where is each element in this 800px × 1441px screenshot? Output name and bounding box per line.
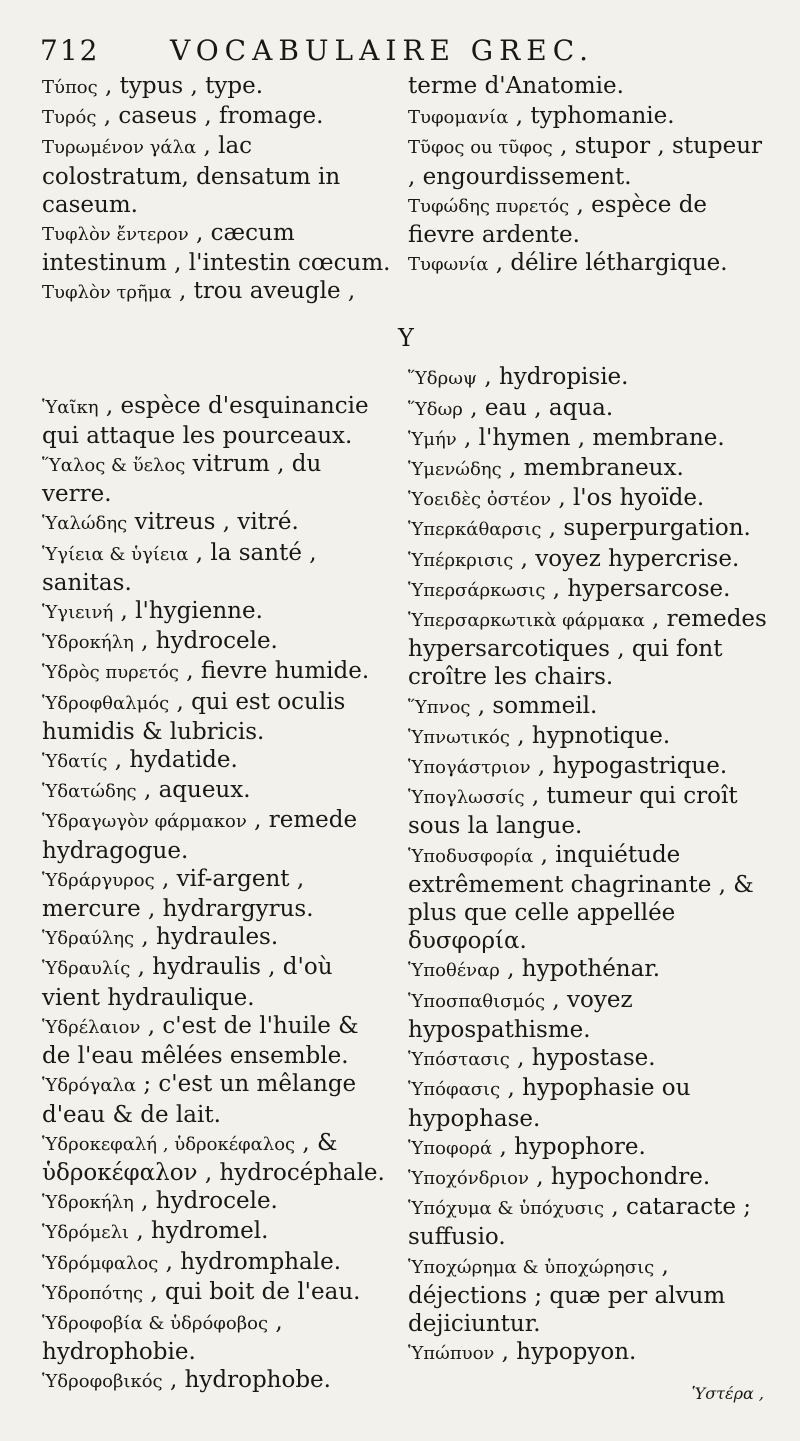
greek-headword: Ὑδραγωγὸν φάρμακον: [42, 811, 247, 833]
greek-headword: Τυφωνία: [408, 254, 489, 276]
greek-headword: Ὑδρόμφαλος: [42, 1252, 159, 1274]
dictionary-entry: [408, 1133, 773, 1163]
dictionary-entry: [408, 1044, 773, 1074]
greek-headword: Ὑπόφασις: [408, 1079, 501, 1101]
greek-headword: Ὑποφορά: [408, 1137, 493, 1159]
entry-definition: , lac colostratum, densatum in caseum.: [42, 133, 341, 218]
right-column: [408, 72, 773, 1368]
greek-headword: Ὑδραύλης: [42, 928, 135, 950]
dictionary-entry: [408, 692, 773, 722]
entry-definition: , hydatide.: [107, 747, 238, 774]
left-top-entries: [42, 72, 392, 308]
dictionary-entry: [408, 1338, 773, 1368]
entry-definition: , qui boit de l'eau.: [143, 1278, 361, 1305]
entry-definition: , hypnotique.: [509, 722, 671, 749]
greek-headword: Ὑπερκάθαρσις: [408, 519, 542, 541]
dictionary-entry: [42, 450, 392, 508]
dictionary-entry: [408, 841, 773, 956]
right-bottom-entries: [408, 363, 773, 1368]
greek-headword: Ὑπογάστριον: [408, 757, 531, 779]
entry-definition: , espèce d'esquinancie qui attaque les pourceaux.: [42, 392, 369, 449]
entry-definition: , cæcum intestinum , l'intestin cœcum.: [42, 220, 391, 277]
page-header: [40, 34, 770, 74]
dictionary-entry: [408, 249, 773, 279]
catchword: Ὑστέρα ,: [691, 1384, 764, 1403]
entry-definition: , hydrocele.: [133, 628, 278, 655]
entry-definition: , sommeil.: [470, 692, 598, 719]
dictionary-entry: [408, 986, 773, 1044]
dictionary-entry: [42, 1129, 392, 1187]
dictionary-entry: [42, 806, 392, 864]
entry-definition: , hypothénar.: [499, 956, 661, 983]
greek-headword: Ὑποσπαθισμός: [408, 990, 546, 1012]
greek-headword: Ὑαῖκη: [42, 396, 99, 418]
greek-headword: Ὑδατίς: [42, 751, 108, 773]
entry-definition: , hypostase.: [509, 1045, 656, 1072]
greek-headword: Ὑπογλωσσίς: [408, 787, 525, 809]
entry-definition: , membraneux.: [501, 455, 684, 482]
dictionary-entry: [408, 102, 773, 132]
dictionary-entry: [42, 72, 392, 102]
dictionary-entry: [42, 923, 392, 953]
right-top-entries: [408, 72, 773, 279]
greek-headword: Ὑδρέλαιον: [42, 1016, 141, 1038]
entry-definition: , cataracte ; suffusio.: [408, 1194, 752, 1251]
greek-headword: Τύπος: [42, 77, 98, 98]
dictionary-entry: [42, 1248, 392, 1278]
greek-headword: Τυφώδης πυρετός: [408, 195, 570, 217]
greek-headword: Ὑγίεια & ὑγίεια: [42, 543, 189, 565]
dictionary-entry: [408, 1163, 773, 1193]
entry-definition: , fievre humide.: [178, 658, 370, 685]
entry-definition: vitreus , vitré.: [127, 509, 299, 536]
entry-definition: , l'hygienne.: [113, 598, 263, 625]
entry-definition: , hypopyon.: [494, 1339, 637, 1366]
dictionary-entry: [408, 782, 773, 840]
entry-definition: , remede hydragogue.: [42, 807, 358, 864]
dictionary-entry: [408, 955, 773, 985]
greek-headword: Ὑδροκεφαλή , ὑδροκέφαλος: [42, 1133, 296, 1155]
dictionary-entry: [408, 1074, 773, 1132]
greek-headword: Ὑδραυλίς: [42, 958, 131, 980]
entry-definition: , superpurgation.: [541, 515, 751, 542]
page-number: 712: [40, 34, 100, 67]
entry-definition: , hypochondre.: [528, 1163, 711, 1190]
dictionary-entry: [408, 484, 773, 514]
entry-definition: , qui est oculis humidis & lubricis.: [42, 688, 346, 745]
greek-headword: Ὑπόστασις: [408, 1049, 510, 1071]
greek-headword: Τυρωμένον γάλα: [42, 137, 197, 159]
entry-definition: , hydromphale.: [158, 1248, 342, 1275]
dictionary-entry: [42, 277, 392, 307]
dictionary-entry: [408, 1193, 773, 1251]
dictionary-entry: [408, 1252, 773, 1339]
dictionary-entry: [408, 454, 773, 484]
entry-definition: , hydraulis , d'où vient hydraulique.: [42, 954, 333, 1011]
dictionary-entry: [42, 132, 392, 219]
entry-definition: , hypersarcose.: [545, 575, 731, 602]
entry-definition: , hydromel.: [129, 1218, 269, 1245]
dictionary-entry: [408, 191, 773, 249]
entry-definition: vitrum , du verre.: [42, 451, 322, 508]
greek-headword: Ὑδροφοβία & ὑδρόφοβος: [42, 1312, 269, 1334]
entry-definition: , typus , type.: [97, 73, 264, 99]
greek-headword: Ὑπερσάρκωσις: [408, 579, 546, 601]
dictionary-entry: [42, 1217, 392, 1247]
dictionary-entry: [408, 722, 773, 752]
greek-headword: Τυρός: [42, 107, 97, 129]
greek-headword: Ὑποχόνδριον: [408, 1167, 529, 1189]
greek-headword: Ὑοειδὲς ὀστέον: [408, 489, 552, 511]
greek-headword: Ὑποχώρημα & ὑποχώρησις: [408, 1256, 655, 1278]
greek-headword: Ὑδροπότης: [42, 1282, 144, 1304]
entry-definition: , inquiétude extrêmement chagrinante , & plus que celle appellée δυσφορία.: [408, 841, 754, 955]
dictionary-entry: [42, 627, 392, 657]
dictionary-entry: [408, 605, 773, 692]
entry-definition: ; c'est un mêlange d'eau & de lait.: [42, 1071, 357, 1128]
dictionary-entry: [42, 657, 392, 687]
entry-definition: , eau , aqua.: [462, 394, 614, 421]
entry-definition: , stupor , stupeur , engourdissement.: [408, 133, 763, 190]
entry-definition: , hypophasie ou hypophase.: [408, 1075, 691, 1132]
greek-headword: Ὑπόχυμα & ὑπόχυσις: [408, 1198, 605, 1220]
greek-headword: Ὑδρόμελι: [42, 1222, 130, 1244]
greek-headword: Ὑδροφοβικός: [42, 1371, 163, 1393]
greek-headword: Ὑδρόγαλα: [42, 1075, 137, 1097]
dictionary-entry: [408, 514, 773, 544]
greek-headword: Ὑγιεινή: [42, 602, 114, 624]
entry-definition: , aqueux.: [136, 777, 251, 804]
dictionary-entry: [408, 72, 773, 102]
entry-definition: , hydrophobe.: [162, 1367, 331, 1394]
dictionary-entry: [408, 545, 773, 575]
dictionary-entry: [42, 688, 392, 746]
greek-headword: Τῦφος ou τῦφος: [408, 137, 553, 159]
greek-headword: Ὑδράργυρος: [42, 869, 155, 891]
entry-definition: , hypophore.: [492, 1133, 646, 1160]
dictionary-entry: [42, 1012, 392, 1070]
entry-definition: , typhomanie.: [508, 103, 675, 130]
greek-headword: Ὑπώπυον: [408, 1343, 495, 1365]
greek-headword: Ὑποδυσφορία: [408, 845, 534, 867]
greek-headword: Ὑδατώδης: [42, 781, 137, 803]
greek-headword: Ὑποθέναρ: [408, 960, 500, 982]
greek-headword: Ὕδρωψ: [408, 368, 478, 390]
section-letter: Υ: [398, 324, 414, 352]
entry-definition: , hydrophobie.: [42, 1308, 283, 1366]
dictionary-entry: [42, 392, 392, 450]
running-title: VOCABULAIRE GREC.: [170, 34, 595, 67]
entry-definition: , hydraules.: [134, 924, 279, 951]
entry-definition: , délire léthargique.: [488, 250, 728, 277]
entry-definition: , la santé , sanitas.: [42, 539, 317, 596]
entry-definition: , & ὑδροκέφαλον , hydrocéphale.: [42, 1129, 385, 1186]
entry-definition: , hydropisie.: [477, 364, 629, 391]
dictionary-entry: [408, 132, 773, 190]
entry-definition: , vif-argent , mercure , hydrargyrus.: [42, 865, 314, 923]
greek-headword: Ὕδωρ: [408, 398, 463, 420]
dictionary-entry: [408, 394, 773, 424]
entry-definition: , remedes hypersarcotiques , qui font croître les chairs.: [408, 606, 767, 691]
entry-definition: , l'hymen , membrane.: [456, 424, 725, 451]
dictionary-entry: [42, 597, 392, 627]
dictionary-entry: [408, 752, 773, 782]
entry-definition: , espèce de fievre ardente.: [408, 191, 708, 249]
entry-definition: , hypogastrique.: [530, 753, 728, 780]
greek-headword: Τυφομανία: [408, 107, 509, 129]
dictionary-entry: [42, 1308, 392, 1366]
greek-headword: Ὕπνος: [408, 696, 471, 718]
dictionary-entry: [408, 424, 773, 454]
greek-headword: Ὑδρὸς πυρετός: [42, 662, 179, 684]
greek-headword: Ὑδροκήλη: [42, 632, 134, 654]
greek-headword: Ὑδροκήλη: [42, 1192, 134, 1214]
dictionary-entry: [42, 1278, 392, 1308]
greek-headword: Ὑδροφθαλμός: [42, 692, 170, 714]
dictionary-entry: [42, 219, 392, 277]
entry-definition: , voyez hypospathisme.: [408, 986, 633, 1043]
dictionary-entry: [42, 776, 392, 806]
dictionary-entry: [42, 953, 392, 1011]
dictionary-entry: [42, 865, 392, 923]
dictionary-entry: [42, 508, 392, 538]
greek-headword: Ὑαλώδης: [42, 513, 128, 535]
dictionary-entry: [42, 1070, 392, 1128]
dictionary-entry: [42, 746, 392, 776]
greek-headword: Τυφλὸν τρῆμα: [42, 282, 172, 304]
dictionary-entry: [42, 102, 392, 132]
greek-headword: Ὑπνωτικός: [408, 726, 510, 748]
greek-headword: Ὕαλος & ὕελος: [42, 455, 186, 477]
dictionary-entry: [42, 1366, 392, 1396]
greek-headword: Ὑμενώδης: [408, 459, 502, 481]
greek-headword: Ὑπέρκρισις: [408, 549, 514, 571]
dictionary-entry: [42, 1187, 392, 1217]
entry-definition: , caseus , fromage.: [96, 103, 324, 130]
dictionary-entry: [408, 575, 773, 605]
entry-definition: , voyez hypercrise.: [513, 545, 740, 572]
left-bottom-entries: [42, 392, 392, 1397]
left-column: [42, 72, 392, 1397]
entry-definition: , tumeur qui croît sous la langue.: [408, 783, 738, 840]
greek-headword: Τυφλὸν ἔντερον: [42, 224, 189, 246]
entry-definition: , l'os hyoïde.: [551, 485, 705, 512]
greek-headword: Ὑμήν: [408, 428, 457, 450]
entry-definition: , trou aveugle ,: [171, 278, 356, 305]
dictionary-entry: [42, 539, 392, 597]
dictionary-entry: [408, 363, 773, 393]
entry-definition: , hydrocele.: [133, 1188, 278, 1215]
greek-headword: Ὑπερσαρκωτικὰ φάρμακα: [408, 610, 645, 632]
entry-definition: terme d'Anatomie.: [408, 73, 624, 99]
entry-definition: , c'est de l'huile & de l'eau mêlées ensemble.: [42, 1012, 359, 1070]
entry-definition: , déjections ; quæ per alvum dejiciuntur.: [408, 1252, 726, 1337]
